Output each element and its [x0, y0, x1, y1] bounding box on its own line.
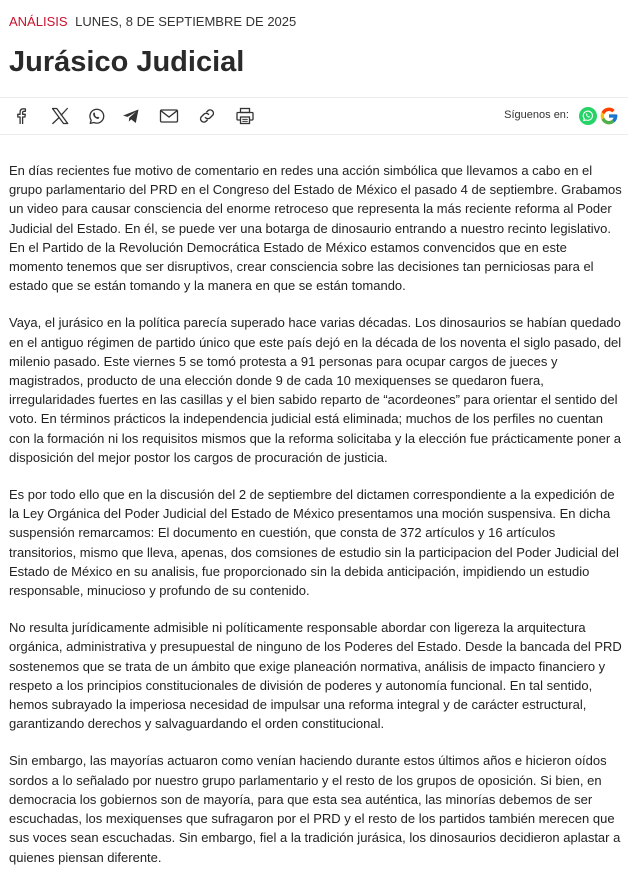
telegram-icon[interactable]: [120, 106, 142, 126]
email-icon[interactable]: [158, 106, 180, 126]
share-bar: [0, 97, 628, 135]
article-paragraph: No resulta jurídicamente admisible ni políticamente responsable abordar con ligereza la arquitectura orgánica, administrativa y presupuestal de ninguno de los Poderes del Estado. Desde la bancada del PRD sostenemos que se trata de un ámbito que exige planeación normativa, análisis de impacto financiero y respeto a los principios constitucionales de división de poderes y autonomía funcional. En tal sentido, hemos subrayado la imperiosa necesidad de impulsar una reforma integral y de carácter estructural, garantizando derechos y salvaguardando el orden constitucional.: [9, 620, 622, 732]
publish-date: LUNES, 8 DE SEPTIEMBRE DE 2025: [75, 14, 297, 29]
google-icon[interactable]: [599, 106, 619, 126]
follow-label: Síguenos en:: [504, 109, 569, 121]
article-paragraph: En días recientes fue motivo de comentario en redes una acción simbólica que llevamos a cabo en el grupo parlamentario del PRD en el Congreso del Estado de México el pasado 4 de septiembre. Grabamos un video para causar consciencia del enorme retroceso que representa la más reciente reforma al Poder Judicial del Estado. En él, se puede ver una botarga de dinosaurio entrando a nuestro recinto legislativo. En el Partido de la Revolución Democrática Estado de México estamos convencidos que en este momento tenemos que ser disruptivos, crear consciencia sobre las decisiones tan perniciosas para el estado que se están tomando y la manera en que se están tomando.: [9, 163, 622, 294]
x-icon[interactable]: [49, 106, 71, 126]
article-meta: [9, 14, 296, 30]
article-paragraph: Vaya, el jurásico en la política parecía superado hace varias décadas. Los dinosaurios se habían quedado en el antiguo régimen de partido único que este país dejó en la década de los noventa el siglo pasado, del milenio pasado. Este viernes 5 se tomó protesta a 91 personas para ocupar cargos de jueces y magistrados, producto de una elección donde 9 de cada 10 mexiquenses se quedaron fuera, irregularidades fuertes en las casillas y el bien sabido reparto de “acordeones” para orientar el sentido del voto. En términos prácticos la independencia judicial está eliminada; muchos de los perfiles no cuentan con la formación ni los requisitos mismos que la reforma solicitaba y la elección fue prácticamente poner a disposición del mejor postor los cargos de procuración de justicia.: [9, 315, 622, 465]
print-icon[interactable]: [234, 106, 256, 126]
article-paragraph: Sin embargo, las mayorías actuaron como venían haciendo durante estos últimos años e hicieron oídos sordos a lo señalado por nuestro grupo parlamentario y el resto de los grupos de oposición. Si bien, en democracia los gobiernos son de mayoría, para que esta sea auténtica, las minorías debemos de ser escuchadas, los mexiquenses que sufragaron por el PRD y el resto de los partidos también merecen que sus voces sean escuchadas. Sin embargo, fiel a la tradición jurásica, los dinosaurios decidieron aplastar a quienes piensan diferente.: [9, 753, 621, 865]
whatsapp-icon[interactable]: [85, 106, 107, 126]
link-icon[interactable]: [196, 106, 218, 126]
article-body: [9, 161, 623, 885]
article-paragraph: Es por todo ello que en la discusión del 2 de septiembre del dictamen correspondiente a la expedición de la Ley Orgánica del Poder Judicial del Estado de México presentamos una moción suspensiva. En dicha suspensión remarcamos: El documento en cuestión, que consta de 372 artículos y 16 artículos transitorios, mismo que lleva, apenas, dos comsiones de estudio sin la participacion del Poder Judicial del Estado de México en su analisis, fue proporcionado sin la debida anticipación, impidiendo un estudio responsable, minucioso y profundo de su contenido.: [9, 487, 619, 599]
facebook-icon[interactable]: [10, 106, 32, 126]
whatsapp-follow-icon[interactable]: [579, 107, 597, 125]
article-title: Jurásico Judicial: [9, 46, 245, 78]
section-label[interactable]: ANÁLISIS: [9, 14, 68, 29]
